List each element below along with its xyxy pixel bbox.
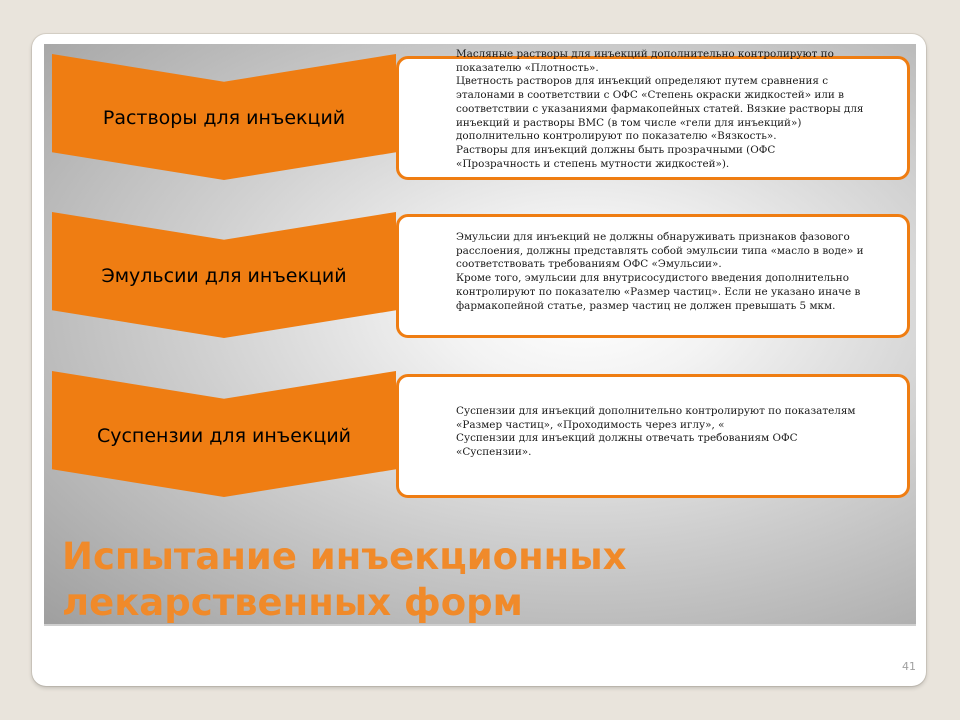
row-1-line: Масляные растворы для инъекций дополнительно контролируют по: [456, 48, 834, 60]
row-1-line: «Прозрачность и степень мутности жидкостей»).: [456, 157, 730, 170]
row-1-line: Цветность растворов для инъекций определяют путем сравнения с: [456, 75, 829, 88]
row-2-line: расслоения, должны представлять собой эмульсии типа «масло в воде» и: [456, 244, 864, 257]
row-2-line: Эмульсии для инъекций не должны обнаруживать признаков фазового: [456, 231, 850, 243]
row-3-line: Суспензии для инъекций должны отвечать требованиям ОФС: [456, 432, 798, 445]
row-1-line: эталонами в соответствии с ОФС «Степень окраски жидкостей» или в: [456, 89, 844, 102]
row-3-text: [456, 405, 896, 460]
row-1-text: [456, 48, 896, 171]
slide-title-line: Испытание инъекционных: [62, 535, 627, 578]
row-1-line: показателю «Плотность».: [456, 61, 599, 74]
row-3-line: «Размер частиц», «Проходимость через иглу», «: [456, 418, 725, 431]
slide-title-line: лекарственных форм: [62, 581, 523, 624]
row-1-label: Растворы для инъекций: [102, 107, 346, 129]
row-1-line: Растворы для инъекций должны быть прозрачными (ОФС: [456, 143, 776, 156]
row-3-line: «Суспензии».: [456, 446, 532, 459]
row-3-line: Суспензии для инъекций дополнительно контролируют по показателям: [456, 405, 856, 417]
row-1-line: дополнительно контролируют по показателю «Вязкость».: [456, 130, 777, 143]
page-number: 41: [902, 660, 916, 673]
row-2-text: [456, 231, 896, 313]
row-1-line: инъекций и растворы ВМС (в том числе «гели для инъекций»): [456, 116, 802, 129]
row-2-line: Кроме того, эмульсии для внутрисосудистого введения дополнительно: [456, 272, 849, 285]
row-1-line: соответствии с указаниями фармакопейных статей. Вязкие растворы для: [456, 102, 864, 115]
row-2-label: Эмульсии для инъекций: [101, 265, 347, 287]
slide-title: [62, 534, 862, 626]
row-2-line: фармакопейной статье, размер частиц не должен превышать 5 мкм.: [456, 299, 836, 312]
row-2-line: контролируют по показателю «Размер частиц». Если не указано иначе в: [456, 285, 861, 298]
row-2-line: соответствовать требованиям ОФС «Эмульсии».: [456, 258, 722, 271]
row-3-label: Суспензии для инъекций: [96, 425, 352, 447]
